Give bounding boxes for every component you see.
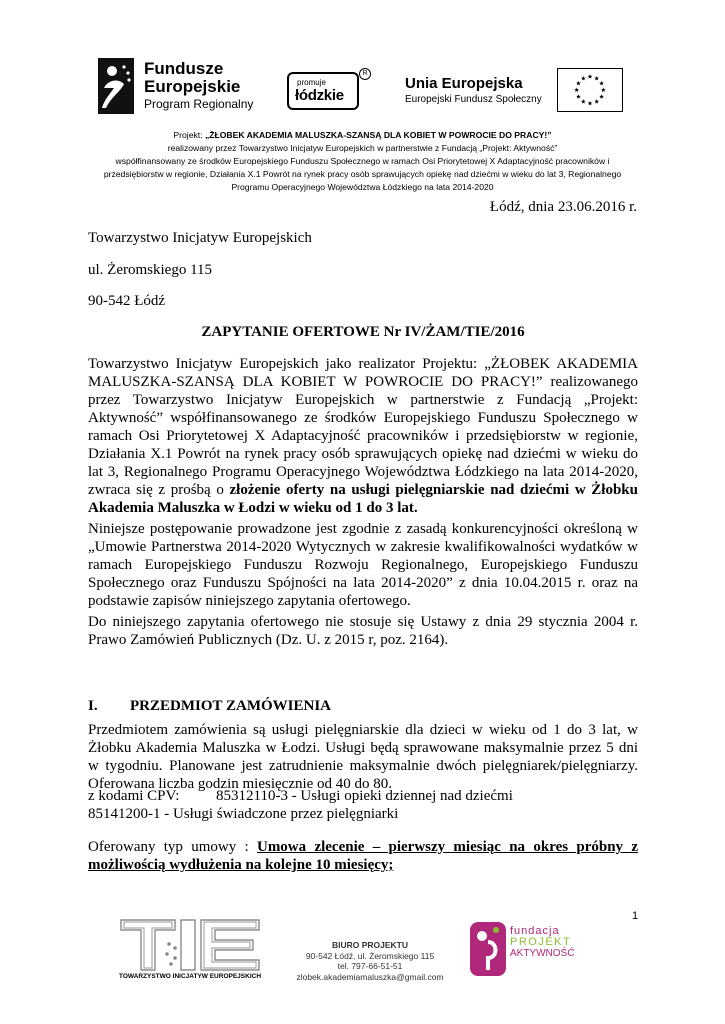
cpv-label: z kodami CPV: bbox=[88, 788, 180, 804]
cpv-code2: 85141200-1 - Usługi świadczone przez pielęgniarki bbox=[88, 806, 399, 822]
fe-line1: Fundusze bbox=[144, 59, 224, 78]
eu-star-icon bbox=[574, 88, 579, 92]
contract-type bbox=[88, 838, 638, 874]
eu-star-icon bbox=[588, 74, 593, 78]
document-date: Łódź, dnia 23.06.2016 r. bbox=[489, 199, 637, 215]
contract-bold: Umowa zlecenie – pierwszy miesiąc na okres próbny z możliwością wydłużenia na kolejne 10 miesięcy; bbox=[88, 839, 638, 873]
eu-star-icon bbox=[594, 99, 599, 103]
fpa-emblem-icon bbox=[470, 922, 506, 978]
eu-star-icon bbox=[581, 99, 586, 103]
page-number: 1 bbox=[632, 910, 639, 922]
fundusze-europejskie-emblem-icon bbox=[98, 58, 134, 114]
intro-paragraph bbox=[88, 355, 638, 517]
address-organization: Towarzystwo Inicjatyw Europejskich bbox=[88, 230, 312, 246]
eu-star-icon bbox=[588, 101, 593, 105]
section-description: Przedmiotem zamówienia są usługi pielęgniarskie dla dzieci w wieku od 1 do 3 lat, w Żłobku Akademia Maluszka w Łodzi. Usługi będą sprawowane maksymalnie przez 5 dni w tygodniu. Planowane jest zatrudnienie maksymalnie dwóch pielęgniarek/pielęgniarzy. Oferowana liczba godzin miesięcznie od 40 do 80. bbox=[88, 722, 638, 792]
address-city: 90-542 Łódź bbox=[88, 293, 166, 309]
competition-paragraph: Niniejsze postępowanie prowadzone jest zgodnie z zasadą konkurencyjności określoną w „Umowie Partnerstwa 2014-2020 Wytycznych w zakresie kwalifikowalności wydatków w ramach Europejskiego Funduszu Rozwoju Regionalnego, Europejskiego Funduszu Społecznego oraz Funduszu Spójności na lata 2014-2020” z dnia 10.04.2015 r. oraz na podstawie zapisów niniejszego zapytania ofertowego. bbox=[88, 521, 638, 609]
promuje-lodzkie-logo bbox=[287, 68, 371, 114]
fundusze-europejskie-logo bbox=[98, 58, 278, 116]
ue-line2: Europejski Fundusz Społeczny bbox=[405, 94, 542, 105]
tie-letters-icon bbox=[115, 916, 265, 972]
eu-flag-icon bbox=[557, 68, 623, 112]
pzp-paragraph: Do niniejszego zapytania ofertowego nie stosuje się Ustawy z dnia 29 stycznia 2004 r. Prawo Zamówień Publicznych (Dz. U. z 2015 r, poz. 2164). bbox=[88, 614, 638, 648]
contract-prefix: Oferowany typ umowy : bbox=[88, 839, 257, 855]
lodzkie-big-text: łódzkie bbox=[295, 87, 344, 104]
project-title: „ŻŁOBEK AKADEMIA MALUSZKA-SZANSĄ DLA KOBIET W POWROCIE DO PRACY!” bbox=[204, 130, 552, 140]
biuro-phone: tel. 797-66-51-51 bbox=[337, 961, 403, 971]
project-header-line3: współfinansowany ze środków Europejskiego Funduszu Społecznego w ramach Osi Priorytetowej X Adaptacyjność pracowników i bbox=[115, 156, 610, 166]
fpa-line1: fundacja bbox=[510, 925, 560, 937]
project-header-line4: przedsiębiorstw w regionie, Działania X.1 Powrót na rynek pracy osób sprawujących opiekę nad dziećmi w wieku do lat 3, Regionalnego bbox=[103, 169, 622, 179]
fpa-line2: PROJEKT bbox=[510, 936, 572, 948]
project-prefix: Projekt: bbox=[173, 130, 205, 140]
biuro-title: BIURO PROJEKTU bbox=[331, 940, 409, 950]
eu-star-icon bbox=[599, 81, 604, 85]
section-heading bbox=[88, 697, 331, 715]
intro-bold-request: złożenie oferty na usługi pielęgniarskie nad dziećmi w Żłobku Akademia Maluszka w Łodzi w wieku od 1 do 3 lat. bbox=[88, 482, 638, 516]
tie-caption: TOWARZYSTWO INICJATYW EUROPEJSKICH bbox=[118, 973, 262, 980]
project-header-line1 bbox=[40, 129, 685, 142]
document-title: ZAPYTANIE OFERTOWE Nr IV/ŻAM/TIE/2016 bbox=[201, 324, 525, 340]
project-header bbox=[40, 129, 685, 194]
fundacja-projekt-aktywnosc-logo bbox=[470, 922, 590, 982]
eu-star-icon bbox=[601, 88, 606, 92]
unia-europejska-text bbox=[405, 75, 555, 107]
fe-line2: Europejskie bbox=[144, 77, 241, 96]
biuro-address: 90-542 Łódź, ul. Żeromskiego 115 bbox=[305, 950, 435, 961]
project-header-line2: realizowany przez Towarzystwo Inicjatyw Europejskich w partnerstwie z Fundacją „Projekt: Aktywność” bbox=[167, 143, 558, 153]
eu-star-icon bbox=[576, 94, 581, 98]
fpa-line3: AKTYWNOŚĆ bbox=[510, 948, 575, 959]
eu-star-icon bbox=[581, 76, 586, 80]
eu-star-icon bbox=[576, 81, 581, 85]
lodzkie-frame bbox=[287, 72, 359, 110]
eu-star-icon bbox=[599, 94, 604, 98]
section-title: PRZEDMIOT ZAMÓWIENIA bbox=[130, 698, 331, 714]
cpv-line1 bbox=[88, 787, 638, 805]
registered-mark-icon: R bbox=[359, 68, 371, 80]
address-street: ul. Żeromskiego 115 bbox=[88, 262, 213, 278]
tie-logo bbox=[115, 916, 265, 984]
section-number: I. bbox=[88, 698, 98, 714]
intro-text: Towarzystwo Inicjatyw Europejskich jako realizator Projektu: „ŻŁOBEK AKADEMIA MALUSZKA-SZANSĄ DLA KOBIET W POWROCIE DO PRACY!” realizowanego przez Towarzystwo Inicjatyw Europejskich w partnerstwie z Fundacją „Projekt: Aktywność” współfinansowanego ze środków Europejskiego Funduszu Społecznego w ramach Osi Priorytetowej X Adaptacyjność pracowników i przedsiębiorstw w regionie, Działania X.1 Powrót na rynek pracy osób sprawujących opiekę nad dziećmi w wieku do lat 3, Regionalnego Programu Operacyjnego Województwa Łódzkiego na lata 2014-2020, zwraca się z prośbą o bbox=[88, 356, 638, 498]
biuro-email: zlobek.akademiamaluszka@gmail.com bbox=[296, 971, 444, 982]
project-office-info bbox=[290, 940, 450, 982]
fe-line3: Program Regionalny bbox=[144, 97, 254, 111]
eu-star-icon bbox=[594, 76, 599, 80]
project-header-line5: Programu Operacyjnego Województwa Łódzkiego na lata 2014-2020 bbox=[231, 182, 494, 192]
cpv-code1: 85312110-3 - Usługi opieki dziennej nad dziećmi bbox=[216, 788, 513, 804]
lodzkie-small-text: promuje bbox=[297, 78, 326, 87]
ue-line1: Unia Europejska bbox=[405, 75, 523, 92]
